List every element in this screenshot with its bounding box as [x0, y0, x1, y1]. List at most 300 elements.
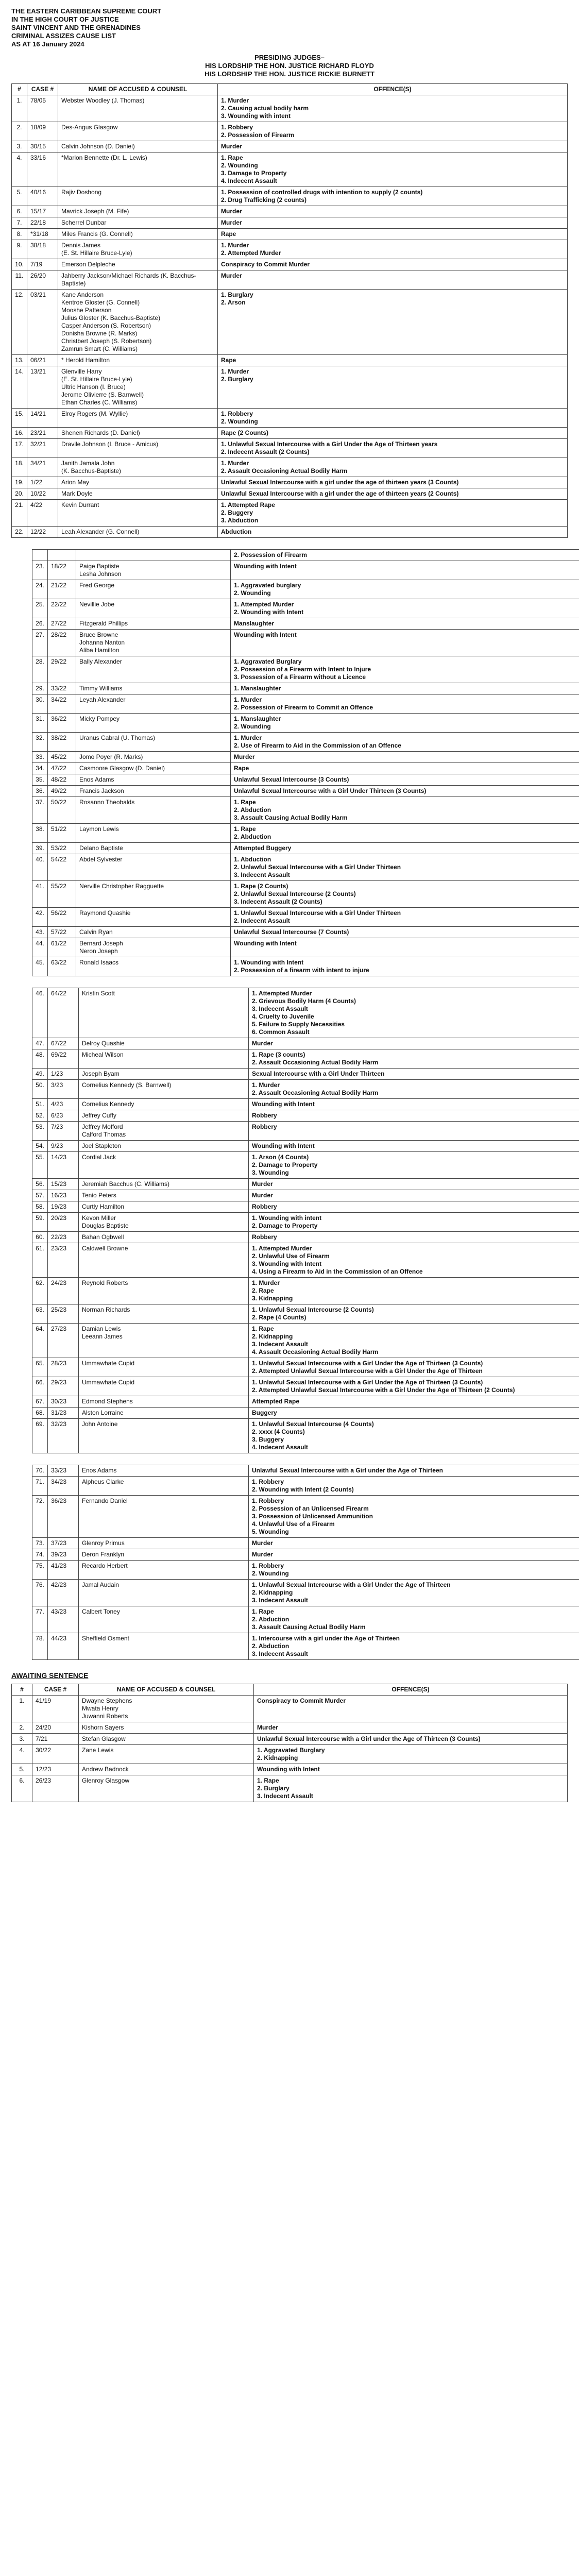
- row-number: 9.: [12, 240, 27, 259]
- accused-name: Webster Woodley (J. Thomas): [61, 97, 145, 104]
- row-number: 17.: [12, 439, 27, 458]
- accused-name: Alpheus Clarke: [82, 1478, 124, 1485]
- row-number: 73.: [32, 1538, 48, 1549]
- offences-cell: [231, 599, 579, 618]
- accused-counsel-cell: [79, 988, 249, 1038]
- accused-counsel-cell: [79, 1049, 249, 1069]
- offence-item: 2. xxxx (4 Counts): [252, 1428, 305, 1435]
- offences-cell: [254, 1722, 568, 1734]
- accused-name: Dravile Johnson (I. Bruce - Amicus): [61, 440, 159, 448]
- accused-name: Shenen Richards (D. Daniel): [61, 429, 140, 436]
- offence-item: 4. Unlawful Use of a Firearm: [252, 1520, 335, 1528]
- accused-name: Ummawhate Cupid: [82, 1360, 135, 1367]
- offences-cell: [218, 187, 568, 206]
- row-number: 60.: [32, 1232, 48, 1243]
- case-number: 41/23: [48, 1561, 79, 1580]
- accused-name: Delroy Quashie: [82, 1040, 125, 1047]
- accused-counsel-cell: [79, 1696, 254, 1722]
- accused-name: Raymond Quashie: [79, 909, 131, 917]
- accused-name: Laymon Lewis: [79, 825, 119, 833]
- accused-counsel-cell: [79, 1549, 249, 1561]
- offence-item: 1. Abduction: [234, 856, 271, 863]
- offences-cell: [231, 843, 579, 854]
- offence-item: Abduction: [221, 528, 252, 535]
- accused-counsel-cell: [76, 752, 231, 763]
- row-number: 41.: [32, 881, 48, 908]
- offences-cell: [249, 1069, 579, 1080]
- case-number: 49/22: [48, 786, 76, 797]
- case-number: 33/16: [27, 152, 58, 187]
- offences-cell: [218, 488, 568, 500]
- table-row: [32, 561, 579, 580]
- case-number: 78/05: [27, 95, 58, 122]
- accused-counsel-cell: [79, 1633, 249, 1660]
- offences-cell: [254, 1745, 568, 1764]
- offences-cell: [218, 366, 568, 409]
- row-number: 69.: [32, 1419, 48, 1453]
- table-row: [32, 1465, 579, 1477]
- col-case-header: CASE #: [32, 1684, 79, 1696]
- row-number: 31.: [32, 714, 48, 733]
- offences-cell: [218, 217, 568, 229]
- table-row: [32, 1122, 579, 1141]
- offence-item: Attempted Buggery: [234, 844, 292, 852]
- case-number: 19/23: [48, 1201, 79, 1213]
- table-row: [32, 1099, 579, 1110]
- table-row: [32, 1232, 579, 1243]
- case-number: 14/21: [27, 409, 58, 428]
- accused-name: Timmy Williams: [79, 685, 123, 692]
- table-row: [12, 488, 568, 500]
- accused-name: Mwata Henry: [82, 1705, 118, 1712]
- table-row: [32, 1243, 579, 1278]
- accused-counsel-cell: [76, 774, 231, 786]
- table-row: [32, 908, 579, 927]
- offences-cell: [218, 428, 568, 439]
- offences-cell: [231, 881, 579, 908]
- offence-item: 2. Burglary: [221, 376, 253, 383]
- accused-counsel-cell: [76, 630, 231, 656]
- offence-item: 1. Aggravated Burglary: [234, 658, 302, 665]
- accused-name: Cornelius Kennedy: [82, 1100, 134, 1108]
- offence-item: 2. Assault Occasioning Actual Bodily Harm: [252, 1059, 379, 1066]
- accused-counsel-cell: [79, 1122, 249, 1141]
- accused-name: Jomo Poyer (R. Marks): [79, 753, 143, 760]
- table-row: [32, 1152, 579, 1179]
- row-number: 38.: [32, 824, 48, 843]
- accused-name: Calvin Johnson (D. Daniel): [61, 143, 135, 150]
- accused-counsel-cell: [58, 355, 218, 366]
- case-number: 40/16: [27, 187, 58, 206]
- offence-item: 2. Rape (4 Counts): [252, 1314, 306, 1321]
- offence-item: 1. Rape: [252, 1325, 274, 1332]
- header-line: CRIMINAL ASSIZES CAUSE LIST: [11, 32, 116, 40]
- case-number: 44/23: [48, 1633, 79, 1660]
- offence-item: 1. Robbery: [221, 124, 253, 131]
- offences-cell: [249, 1232, 579, 1243]
- table-row: [32, 824, 579, 843]
- offence-item: 1. Rape (2 Counts): [234, 883, 288, 890]
- offences-cell: [218, 458, 568, 477]
- accused-counsel-cell: [76, 854, 231, 881]
- offences-cell: [249, 1477, 579, 1496]
- accused-counsel-cell: [76, 797, 231, 824]
- accused-counsel-cell: [79, 1099, 249, 1110]
- case-number: 29/22: [48, 656, 76, 683]
- table-row: [12, 229, 568, 240]
- accused-name: Abdel Sylvester: [79, 856, 123, 863]
- accused-name: Jeffrey Mofford: [82, 1123, 123, 1130]
- row-number: 62.: [32, 1278, 48, 1304]
- offence-item: Murder: [234, 753, 255, 760]
- table-row: [32, 683, 579, 694]
- row-number: 66.: [32, 1377, 48, 1396]
- case-number: 7/19: [27, 259, 58, 270]
- offence-item: 1. Robbery: [221, 410, 253, 417]
- accused-name: Jamal Audain: [82, 1581, 120, 1588]
- table-row: [12, 95, 568, 122]
- row-number: 26.: [32, 618, 48, 630]
- row-number: 8.: [12, 229, 27, 240]
- case-number: 67/22: [48, 1038, 79, 1049]
- accused-name: Scherrel Dunbar: [61, 219, 107, 226]
- offence-item: 4. Using a Firearm to Aid in the Commission of an Offence: [252, 1268, 423, 1275]
- table-row: [32, 938, 579, 957]
- accused-name: Uranus Cabral (U. Thomas): [79, 734, 156, 741]
- table-header-row: [12, 84, 568, 95]
- offence-item: 2. Attempted Unlawful Sexual Intercourse with a Girl Under the Age of Thirteen (2 Counts): [252, 1386, 515, 1394]
- table-row: [12, 141, 568, 152]
- offences-cell: [218, 527, 568, 538]
- accused-counsel-cell: [58, 206, 218, 217]
- accused-counsel-cell: [58, 141, 218, 152]
- case-number: 42/23: [48, 1580, 79, 1606]
- offences-cell: [254, 1696, 568, 1722]
- row-number: 74.: [32, 1549, 48, 1561]
- row-number: 32.: [32, 733, 48, 752]
- accused-name: Fred George: [79, 582, 115, 589]
- offence-item: 2. Kidnapping: [252, 1333, 293, 1340]
- accused-name: Enos Adams: [82, 1467, 117, 1474]
- offences-cell: [231, 561, 579, 580]
- offence-item: Robbery: [252, 1123, 277, 1130]
- offence-item: Wounding with Intent: [257, 1766, 320, 1773]
- offences-cell: [231, 714, 579, 733]
- offence-item: 2. Possession of Firearm to Commit an Offence: [234, 704, 373, 711]
- offence-item: 1. Rape: [221, 154, 243, 161]
- table-row: [32, 618, 579, 630]
- accused-counsel-cell: [79, 1038, 249, 1049]
- offence-item: 2. Rape: [252, 1287, 274, 1294]
- case-number: 36/22: [48, 714, 76, 733]
- accused-counsel-cell: [58, 428, 218, 439]
- offence-item: 3. Indecent Assault: [252, 1650, 308, 1657]
- case-number: 6/23: [48, 1110, 79, 1122]
- table-row: [32, 1278, 579, 1304]
- table-row: [32, 656, 579, 683]
- accused-name: (E. St. Hillaire Bruce-Lyle): [61, 376, 132, 383]
- case-number: 53/22: [48, 843, 76, 854]
- offence-item: 2. Use of Firearm to Aid in the Commission of an Offence: [234, 742, 401, 749]
- offences-cell: [254, 1734, 568, 1745]
- table-row: [12, 477, 568, 488]
- accused-counsel-cell: [58, 270, 218, 290]
- case-number: 7/21: [32, 1734, 79, 1745]
- accused-counsel-cell: [76, 656, 231, 683]
- accused-counsel-cell: [79, 1775, 254, 1802]
- offence-item: 1. Robbery: [252, 1478, 284, 1485]
- case-number: 34/22: [48, 694, 76, 714]
- row-number: 58.: [32, 1201, 48, 1213]
- offences-cell: [249, 1038, 579, 1049]
- accused-name: Elroy Rogers (M. Wyllie): [61, 410, 128, 417]
- accused-name: Cornelius Kennedy (S. Barnwell): [82, 1081, 172, 1089]
- accused-name: Kentroe Gloster (G. Connell): [61, 299, 140, 306]
- cause-table-1: [11, 83, 568, 538]
- offence-item: 1. Unlawful Sexual Intercourse with a Girl Under the Age of Thirteen (3 Counts): [252, 1379, 483, 1386]
- accused-name: Des-Angus Glasgow: [61, 124, 118, 131]
- table-row: [32, 1304, 579, 1324]
- accused-counsel-cell: [79, 1152, 249, 1179]
- accused-name: John Antoine: [82, 1420, 118, 1428]
- offence-item: 2. Kidnapping: [257, 1754, 298, 1761]
- court-header: [11, 7, 568, 48]
- accused-counsel-cell: [58, 439, 218, 458]
- accused-name: Bahan Ogbwell: [82, 1233, 124, 1241]
- offence-item: 3. Possession of a Firearm without a Licence: [234, 673, 366, 681]
- case-number: 31/23: [48, 1408, 79, 1419]
- accused-counsel-cell: [58, 527, 218, 538]
- case-number: 27/22: [48, 618, 76, 630]
- cause-list-block-4: [11, 1465, 568, 1660]
- accused-counsel-cell: [58, 122, 218, 141]
- table-row: [12, 270, 568, 290]
- accused-name: Kishorn Sayers: [82, 1724, 124, 1731]
- row-number: 2.: [12, 122, 27, 141]
- case-number: 12/22: [27, 527, 58, 538]
- row-number: 35.: [32, 774, 48, 786]
- judge-name: HIS LORDSHIP THE HON. JUSTICE RICHARD FLOYD: [205, 62, 374, 70]
- offence-item: 2. Abduction: [234, 833, 271, 840]
- accused-counsel-cell: [58, 259, 218, 270]
- offences-cell: [231, 854, 579, 881]
- accused-name: Julius Gloster (K. Bacchus-Baptiste): [61, 314, 161, 321]
- table-row: [12, 458, 568, 477]
- row-number: 19.: [12, 477, 27, 488]
- cause-list-block-1: [11, 83, 568, 538]
- offence-item: 3. Possession of Unlicensed Ammunition: [252, 1513, 373, 1520]
- table-row: [32, 1561, 579, 1580]
- offence-item: Murder: [221, 219, 242, 226]
- offence-item: Rape: [221, 230, 236, 238]
- table-row: [12, 355, 568, 366]
- case-number: 32/23: [48, 1419, 79, 1453]
- header-line: AS AT 16 January 2024: [11, 40, 84, 48]
- offence-item: 3. Indecent Assault: [234, 871, 290, 878]
- accused-name: Jeffrey Cuffy: [82, 1112, 116, 1119]
- accused-counsel-cell: [79, 1496, 249, 1538]
- row-number: 2.: [12, 1722, 32, 1734]
- accused-counsel-cell: [58, 152, 218, 187]
- row-number: 42.: [32, 908, 48, 927]
- offence-item: Murder: [252, 1180, 273, 1188]
- accused-counsel-cell: [58, 500, 218, 527]
- row-number: 5.: [12, 1764, 32, 1775]
- cause-table-2: [32, 549, 579, 976]
- offences-cell: [231, 656, 579, 683]
- offences-cell: [231, 618, 579, 630]
- case-number: 69/22: [48, 1049, 79, 1069]
- offence-item: Robbery: [252, 1112, 277, 1119]
- table-row: [32, 630, 579, 656]
- case-number: 33/22: [48, 683, 76, 694]
- offences-cell: [231, 763, 579, 774]
- accused-name: Kevon Miller: [82, 1214, 116, 1222]
- accused-name: Edmond Stephens: [82, 1398, 133, 1405]
- row-number: 21.: [12, 500, 27, 527]
- table-row: [32, 843, 579, 854]
- row-number: 78.: [32, 1633, 48, 1660]
- table-row: [12, 1764, 568, 1775]
- table-row: [32, 1201, 579, 1213]
- accused-counsel-cell: [79, 1201, 249, 1213]
- accused-counsel-cell: [76, 763, 231, 774]
- accused-counsel-cell: [76, 714, 231, 733]
- case-number: 25/23: [48, 1304, 79, 1324]
- accused-counsel-cell: [76, 957, 231, 976]
- row-number: 1.: [12, 1696, 32, 1722]
- accused-counsel-cell: [58, 95, 218, 122]
- header-line: THE EASTERN CARIBBEAN SUPREME COURT: [11, 7, 162, 15]
- table-row: [32, 988, 579, 1038]
- offences-cell: [249, 1201, 579, 1213]
- offence-item: 1. Murder: [234, 696, 262, 703]
- table-row: [12, 152, 568, 187]
- row-number: 55.: [32, 1152, 48, 1179]
- offence-item: 1. Unlawful Sexual Intercourse (4 Counts): [252, 1420, 374, 1428]
- accused-name: Dennis James: [61, 242, 101, 249]
- offence-item: 2. Wounding: [234, 589, 271, 597]
- offences-cell: [249, 1304, 579, 1324]
- offence-item: Murder: [252, 1539, 273, 1547]
- accused-name: Zamrun Smart (C. Williams): [61, 345, 138, 352]
- offence-item: Rape (2 Counts): [221, 429, 269, 436]
- table-row: [32, 1606, 579, 1633]
- case-number: 15/17: [27, 206, 58, 217]
- case-number: 28/23: [48, 1358, 79, 1377]
- accused-name: Reynold Roberts: [82, 1279, 128, 1286]
- case-number: 1/23: [48, 1069, 79, 1080]
- accused-name: Janith Jamala John: [61, 460, 115, 467]
- offence-item: 4. Indecent Assault: [252, 1444, 308, 1451]
- table-row: [32, 763, 579, 774]
- case-number: 26/23: [32, 1775, 79, 1802]
- accused-counsel-cell: [79, 1734, 254, 1745]
- accused-name: Jahberry Jackson/Michael Richards (K. Bacchus-Baptiste): [61, 272, 196, 287]
- table-row: [32, 1396, 579, 1408]
- accused-counsel-cell: [79, 1324, 249, 1358]
- accused-name: Douglas Baptiste: [82, 1222, 129, 1229]
- offence-item: Wounding with Intent: [234, 940, 297, 947]
- offence-item: 4. Indecent Assault: [221, 177, 277, 184]
- table-row: [32, 1324, 579, 1358]
- case-number: 39/23: [48, 1549, 79, 1561]
- accused-name: * Herold Hamilton: [61, 357, 110, 364]
- table-row: [12, 1722, 568, 1734]
- offences-cell: [231, 733, 579, 752]
- row-number: 15.: [12, 409, 27, 428]
- case-number: 30/22: [32, 1745, 79, 1764]
- accused-name: Cordial Jack: [82, 1154, 116, 1161]
- table-row: [32, 580, 579, 599]
- accused-name: Alston Lorraine: [82, 1409, 124, 1416]
- accused-counsel-cell: [79, 1358, 249, 1377]
- table-row: [12, 500, 568, 527]
- header-line: SAINT VINCENT AND THE GRENADINES: [11, 24, 141, 31]
- offences-cell: [249, 1141, 579, 1152]
- row-number: 46.: [32, 988, 48, 1038]
- case-number: 03/21: [27, 290, 58, 355]
- case-number: 50/22: [48, 797, 76, 824]
- table-row: [12, 122, 568, 141]
- col-name-header: NAME OF ACCUSED & COUNSEL: [79, 1684, 254, 1696]
- offences-cell: [231, 957, 579, 976]
- offence-item: 2. Indecent Assault (2 Counts): [221, 448, 310, 455]
- accused-counsel-cell: [76, 683, 231, 694]
- offence-item: 2. Attempted Unlawful Sexual Intercourse with a Girl Under the Age of Thirteen: [252, 1367, 483, 1375]
- row-number: 71.: [32, 1477, 48, 1496]
- case-number: 23/21: [27, 428, 58, 439]
- accused-counsel-cell: [76, 580, 231, 599]
- case-number: 32/21: [27, 439, 58, 458]
- offence-item: 3. Buggery: [252, 1436, 284, 1443]
- accused-name: Calford Thomas: [82, 1131, 126, 1138]
- offence-item: 4. Cruelty to Juvenile: [252, 1013, 314, 1020]
- offence-item: Unlawful Sexual Intercourse with a Girl under the Age of Thirteen (3 Counts): [257, 1735, 481, 1742]
- offence-item: 1. Unlawful Sexual Intercourse with a Girl Under the Age of Thirteen: [252, 1581, 451, 1588]
- table-row: [12, 366, 568, 409]
- row-number: 50.: [32, 1080, 48, 1099]
- offence-item: Wounding with Intent: [252, 1142, 315, 1149]
- case-number: 34/23: [48, 1477, 79, 1496]
- offence-item: Rape: [234, 765, 249, 772]
- accused-name: Curtly Hamilton: [82, 1203, 125, 1210]
- offences-cell: [218, 270, 568, 290]
- case-number: 15/23: [48, 1179, 79, 1190]
- accused-counsel-cell: [79, 1419, 249, 1453]
- col-name-header: NAME OF ACCUSED & COUNSEL: [58, 84, 218, 95]
- row-number: 13.: [12, 355, 27, 366]
- row-number: 75.: [32, 1561, 48, 1580]
- row-number: 24.: [32, 580, 48, 599]
- case-number: 37/23: [48, 1538, 79, 1549]
- offences-cell: [218, 439, 568, 458]
- cause-list-block-2: [11, 549, 568, 976]
- case-number: 43/23: [48, 1606, 79, 1633]
- case-number: 38/18: [27, 240, 58, 259]
- offence-item: 2. Causing actual bodily harm: [221, 105, 309, 112]
- case-number: 61/22: [48, 938, 76, 957]
- case-number: 14/23: [48, 1152, 79, 1179]
- case-number: 26/20: [27, 270, 58, 290]
- accused-counsel-cell: [79, 1069, 249, 1080]
- row-number: 34.: [32, 763, 48, 774]
- offences-cell: [218, 500, 568, 527]
- row-number: 48.: [32, 1049, 48, 1069]
- row-number: 11.: [12, 270, 27, 290]
- offence-item: 1. Murder: [252, 1081, 280, 1089]
- offences-cell: [231, 938, 579, 957]
